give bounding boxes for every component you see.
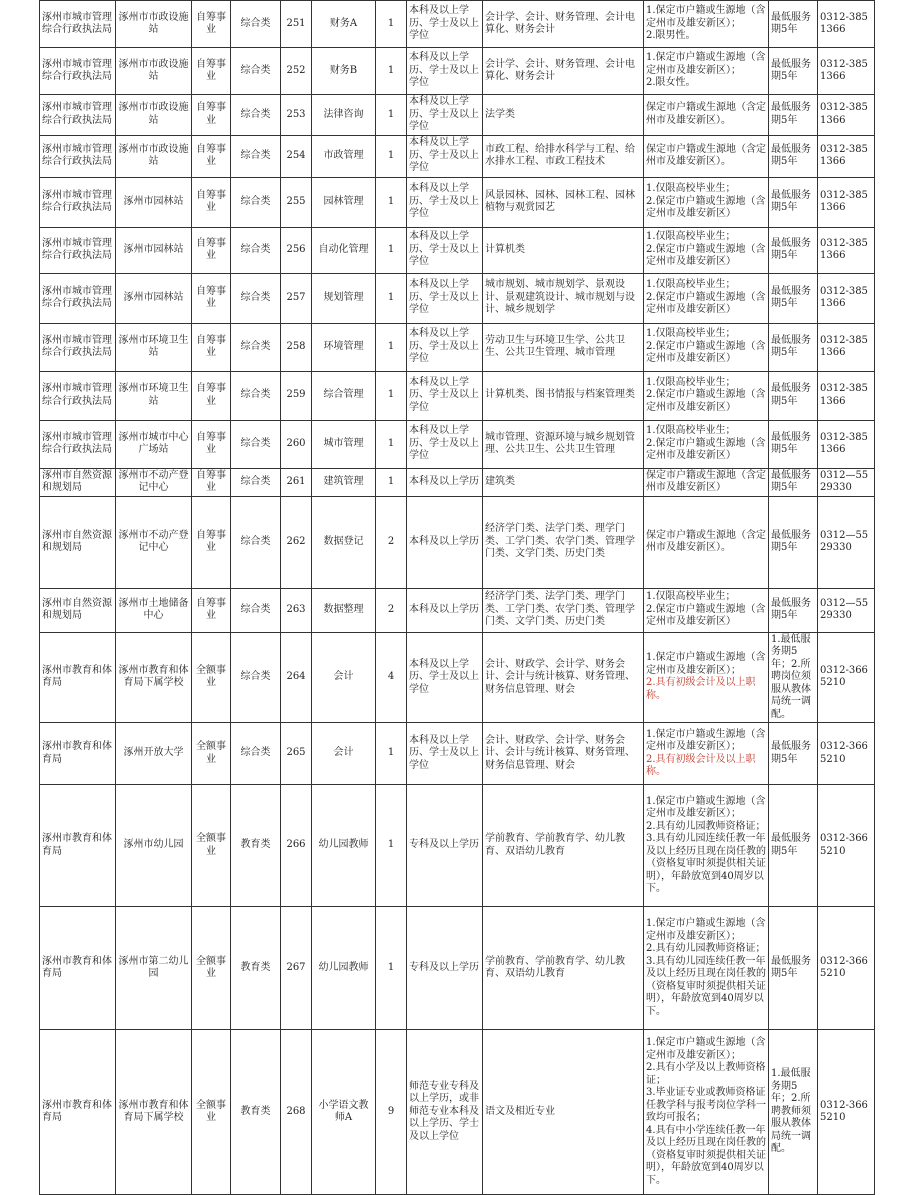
- nature-cell: 自筹事业: [192, 177, 231, 227]
- department-cell: 涿州市城市管理综合行政执法局: [40, 1, 116, 48]
- education-cell: 本科及以上学历、学士及以上学位: [407, 723, 483, 785]
- major-cell: 学前教育、学前教育学、幼儿教育、双语幼儿教育: [483, 907, 644, 1030]
- category-cell: 综合类: [231, 496, 281, 588]
- education-cell: 本科及以上学历、学士及以上学位: [407, 420, 483, 468]
- major-cell: 城市规划、城市规划学、景观设计、景观建筑设计、城市规划与设计、城乡规划学: [483, 273, 644, 323]
- condition-line: 保定市户籍或生源地（含定州市及雄安新区）。: [646, 529, 766, 553]
- department-cell: 涿州市自然资源和规划局: [40, 588, 116, 632]
- phone-cell: 0312—5529330: [818, 468, 875, 496]
- conditions-cell: [644, 785, 769, 907]
- position-code-cell: 258: [281, 323, 312, 371]
- education-cell: 本科及以上学历、学士及以上学位: [407, 227, 483, 273]
- condition-line: 1.保定市户籍或生源地（含定州市及雄安新区）；: [646, 795, 766, 819]
- education-cell: 专科及以上学历: [407, 785, 483, 907]
- position-name-cell: 会计: [312, 723, 376, 785]
- department-cell: 涿州市教育和体育局: [40, 907, 116, 1030]
- condition-line: 1.保定市户籍或生源地（含定州市及雄安新区）；: [646, 652, 766, 676]
- category-cell: 综合类: [231, 632, 281, 723]
- education-cell: 本科及以上学历、学士及以上学位: [407, 273, 483, 323]
- phone-cell: 0312-3851366: [818, 273, 875, 323]
- department-cell: 涿州市城市管理综合行政执法局: [40, 371, 116, 420]
- condition-line: 2.具有初级会计及以上职称。: [646, 677, 756, 701]
- table-row: [40, 468, 875, 496]
- position-name-cell: 财务B: [312, 48, 376, 95]
- department-cell: 涿州市城市管理综合行政执法局: [40, 323, 116, 371]
- position-code-cell: 257: [281, 273, 312, 323]
- phone-cell: 0312-3851366: [818, 323, 875, 371]
- table-body: [40, 1, 875, 1195]
- condition-line: 2.具有幼儿园教师资格证；: [646, 943, 766, 954]
- position-name-cell: 市政管理: [312, 135, 376, 177]
- position-code-cell: 267: [281, 907, 312, 1030]
- table-row: [40, 323, 875, 371]
- education-cell: 专科及以上学历: [407, 907, 483, 1030]
- phone-cell: 0312—5529330: [818, 496, 875, 588]
- position-code-cell: 261: [281, 468, 312, 496]
- condition-line: 2.保定市户籍或生源地（含定州市及雄安新区）: [646, 243, 766, 268]
- recruitment-table: [39, 0, 875, 1195]
- service-term-cell: 最低服务期5年: [769, 588, 818, 632]
- nature-cell: 全额事业: [192, 907, 231, 1030]
- category-cell: 综合类: [231, 420, 281, 468]
- service-term-cell: 最低服务期5年: [769, 907, 818, 1030]
- condition-line: 4.具有中小学连续任教一年及以上经历且现在岗任教的（资格复审时须提供相关证明），年龄放宽到40周岁以下。: [646, 1124, 766, 1186]
- nature-cell: 自筹事业: [192, 1, 231, 48]
- phone-cell: 0312-3851366: [818, 48, 875, 95]
- headcount-cell: 2: [376, 496, 407, 588]
- headcount-cell: 1: [376, 1, 407, 48]
- department-cell: 涿州市城市管理综合行政执法局: [40, 95, 116, 136]
- headcount-cell: 1: [376, 323, 407, 371]
- unit-cell: 涿州市市政设施站: [116, 48, 192, 95]
- condition-line: 1.保定市户籍或生源地（含定州市及雄安新区）；: [646, 5, 766, 29]
- service-term-cell: 最低服务期5年: [769, 273, 818, 323]
- conditions-cell: [644, 420, 769, 468]
- education-cell: 本科及以上学历、学士及以上学位: [407, 135, 483, 177]
- conditions-cell: [644, 588, 769, 632]
- service-term-cell: 1.最低服务期5年；2.所聘岗位须服从教体局统一调配。: [769, 632, 818, 723]
- table-row: [40, 496, 875, 588]
- position-code-cell: 260: [281, 420, 312, 468]
- phone-cell: 0312-3851366: [818, 177, 875, 227]
- table-row: [40, 48, 875, 95]
- condition-line: 保定市户籍或生源地（含定州市及雄安新区）。: [646, 102, 766, 126]
- phone-cell: 0312-3851366: [818, 135, 875, 177]
- table-row: [40, 371, 875, 420]
- position-name-cell: 幼儿园教师: [312, 785, 376, 907]
- category-cell: 综合类: [231, 323, 281, 371]
- position-name-cell: 自动化管理: [312, 227, 376, 273]
- condition-line: 1.仅限高校毕业生；: [646, 591, 736, 603]
- condition-line: 1.保定市户籍或生源地（含定州市及雄安新区）；: [646, 728, 766, 752]
- major-cell: 市政工程、给排水科学与工程、给水排水工程、市政工程技术: [483, 135, 644, 177]
- category-cell: 教育类: [231, 907, 281, 1030]
- phone-cell: 0312—5529330: [818, 588, 875, 632]
- condition-line: 2.保定市户籍或生源地（含定州市及雄安新区）: [646, 340, 766, 365]
- phone-cell: 0312-3851366: [818, 420, 875, 468]
- conditions-cell: [644, 1, 769, 48]
- major-cell: 会计学、会计、财务管理、会计电算化、财务会计: [483, 1, 644, 48]
- headcount-cell: 1: [376, 723, 407, 785]
- condition-line: 1.仅限高校毕业生；: [646, 183, 736, 195]
- condition-line: 2.保定市户籍或生源地（含定州市及雄安新区）: [646, 389, 766, 413]
- position-name-cell: 城市管理: [312, 420, 376, 468]
- table-row: [40, 785, 875, 907]
- phone-cell: 0312-3665210: [818, 1030, 875, 1195]
- unit-cell: 涿州市教育和体育局下属学校: [116, 1030, 192, 1195]
- headcount-cell: 1: [376, 273, 407, 323]
- service-term-cell: 最低服务期5年: [769, 177, 818, 227]
- service-term-cell: 最低服务期5年: [769, 323, 818, 371]
- category-cell: 综合类: [231, 1, 281, 48]
- nature-cell: 全额事业: [192, 785, 231, 907]
- unit-cell: 涿州市不动产登记中心: [116, 468, 192, 496]
- department-cell: 涿州市自然资源和规划局: [40, 496, 116, 588]
- education-cell: 本科及以上学历: [407, 468, 483, 496]
- conditions-cell: [644, 177, 769, 227]
- position-code-cell: 256: [281, 227, 312, 273]
- condition-line: 1.仅限高校毕业生；: [646, 425, 736, 437]
- nature-cell: 全额事业: [192, 632, 231, 723]
- headcount-cell: 4: [376, 632, 407, 723]
- conditions-cell: [644, 323, 769, 371]
- headcount-cell: 2: [376, 588, 407, 632]
- major-cell: 建筑类: [483, 468, 644, 496]
- service-term-cell: 1.最低服务期5年；2.所聘教师须服从教体局统一调配。: [769, 1030, 818, 1195]
- condition-line: 2.保定市户籍或生源地（含定州市及雄安新区）: [646, 195, 766, 220]
- condition-line: 2.保定市户籍或生源地（含定州市及雄安新区）: [646, 437, 766, 462]
- position-code-cell: 254: [281, 135, 312, 177]
- department-cell: 涿州市城市管理综合行政执法局: [40, 177, 116, 227]
- headcount-cell: 1: [376, 785, 407, 907]
- category-cell: 综合类: [231, 177, 281, 227]
- phone-cell: 0312-3851366: [818, 227, 875, 273]
- condition-line: 2.具有小学及以上教师资格证；: [646, 1062, 766, 1086]
- position-code-cell: 264: [281, 632, 312, 723]
- position-code-cell: 268: [281, 1030, 312, 1195]
- category-cell: 综合类: [231, 95, 281, 136]
- service-term-cell: 最低服务期5年: [769, 723, 818, 785]
- nature-cell: 全额事业: [192, 723, 231, 785]
- position-code-cell: 262: [281, 496, 312, 588]
- unit-cell: 涿州市环境卫生站: [116, 371, 192, 420]
- department-cell: 涿州市城市管理综合行政执法局: [40, 135, 116, 177]
- department-cell: 涿州市教育和体育局: [40, 785, 116, 907]
- position-code-cell: 251: [281, 1, 312, 48]
- conditions-cell: [644, 227, 769, 273]
- education-cell: 师范专业专科及以上学历，或非师范专业本科及以上学历、学士及以上学位: [407, 1030, 483, 1195]
- conditions-cell: [644, 95, 769, 136]
- nature-cell: 全额事业: [192, 1030, 231, 1195]
- service-term-cell: 最低服务期5年: [769, 1, 818, 48]
- education-cell: 本科及以上学历、学士及以上学位: [407, 371, 483, 420]
- conditions-cell: [644, 1030, 769, 1195]
- unit-cell: 涿州市环境卫生站: [116, 323, 192, 371]
- condition-line: 保定市户籍或生源地（含定州市及雄安新区）。: [646, 143, 766, 167]
- unit-cell: 涿州市市政设施站: [116, 95, 192, 136]
- position-name-cell: 数据整理: [312, 588, 376, 632]
- headcount-cell: 1: [376, 468, 407, 496]
- service-term-cell: 最低服务期5年: [769, 48, 818, 95]
- service-term-cell: 最低服务期5年: [769, 468, 818, 496]
- table-row: [40, 1, 875, 48]
- condition-line: 1.仅限高校毕业生；: [646, 328, 736, 340]
- service-term-cell: 最低服务期5年: [769, 496, 818, 588]
- phone-cell: 0312-3665210: [818, 785, 875, 907]
- service-term-cell: 最低服务期5年: [769, 95, 818, 136]
- category-cell: 综合类: [231, 135, 281, 177]
- department-cell: 涿州市城市管理综合行政执法局: [40, 48, 116, 95]
- nature-cell: 自筹事业: [192, 95, 231, 136]
- position-code-cell: 263: [281, 588, 312, 632]
- position-code-cell: 252: [281, 48, 312, 95]
- unit-cell: 涿州市第二幼儿园: [116, 907, 192, 1030]
- table-row: [40, 588, 875, 632]
- department-cell: 涿州市教育和体育局: [40, 723, 116, 785]
- conditions-cell: [644, 371, 769, 420]
- department-cell: 涿州市自然资源和规划局: [40, 468, 116, 496]
- department-cell: 涿州市教育和体育局: [40, 632, 116, 723]
- unit-cell: 涿州市园林站: [116, 227, 192, 273]
- position-name-cell: 环境管理: [312, 323, 376, 371]
- phone-cell: 0312-3851366: [818, 95, 875, 136]
- nature-cell: 自筹事业: [192, 496, 231, 588]
- major-cell: 劳动卫生与环境卫生学、公共卫生、公共卫生管理、城市管理: [483, 323, 644, 371]
- category-cell: 综合类: [231, 48, 281, 95]
- position-code-cell: 253: [281, 95, 312, 136]
- department-cell: 涿州市城市管理综合行政执法局: [40, 420, 116, 468]
- category-cell: 综合类: [231, 588, 281, 632]
- category-cell: 教育类: [231, 1030, 281, 1195]
- position-code-cell: 266: [281, 785, 312, 907]
- conditions-cell: [644, 468, 769, 496]
- major-cell: 法学类: [483, 95, 644, 136]
- phone-cell: 0312-3665210: [818, 907, 875, 1030]
- major-cell: 语文及相近专业: [483, 1030, 644, 1195]
- condition-line: 3.毕业证专业或教师资格证任教学科与报考岗位学科一致均可报名；: [646, 1087, 766, 1123]
- condition-line: 2.具有幼儿园教师资格证；: [646, 820, 766, 832]
- major-cell: 风景园林、园林、园林工程、园林植物与观赏园艺: [483, 177, 644, 227]
- major-cell: 会计、财政学、会计学、财务会计、会计与统计核算、财务管理、财务信息管理、财会: [483, 723, 644, 785]
- table-row: [40, 273, 875, 323]
- service-term-cell: 最低服务期5年: [769, 371, 818, 420]
- category-cell: 综合类: [231, 273, 281, 323]
- nature-cell: 自筹事业: [192, 468, 231, 496]
- service-term-cell: 最低服务期5年: [769, 785, 818, 907]
- headcount-cell: 1: [376, 420, 407, 468]
- position-name-cell: 数据登记: [312, 496, 376, 588]
- condition-line: 1.保定市户籍或生源地（含定州市及雄安新区）；: [646, 1037, 766, 1061]
- condition-line: 1.仅限高校毕业生；: [646, 376, 736, 388]
- phone-cell: 0312-3665210: [818, 632, 875, 723]
- unit-cell: 涿州市土地储备中心: [116, 588, 192, 632]
- nature-cell: 自筹事业: [192, 323, 231, 371]
- position-name-cell: 综合管理: [312, 371, 376, 420]
- nature-cell: 自筹事业: [192, 273, 231, 323]
- position-code-cell: 265: [281, 723, 312, 785]
- major-cell: 计算机类: [483, 227, 644, 273]
- headcount-cell: 9: [376, 1030, 407, 1195]
- category-cell: 综合类: [231, 227, 281, 273]
- table-row: [40, 135, 875, 177]
- major-cell: 会计、财政学、会计学、财务会计、会计与统计核算、财务管理、财务信息管理、财会: [483, 632, 644, 723]
- position-name-cell: 财务A: [312, 1, 376, 48]
- table-row: [40, 632, 875, 723]
- department-cell: 涿州市城市管理综合行政执法局: [40, 273, 116, 323]
- major-cell: 学前教育、学前教育学、幼儿教育、双语幼儿教育: [483, 785, 644, 907]
- position-name-cell: 建筑管理: [312, 468, 376, 496]
- table-row: [40, 177, 875, 227]
- condition-line: 2.限女性。: [646, 77, 696, 89]
- table-row: [40, 723, 875, 785]
- table-row: [40, 907, 875, 1030]
- service-term-cell: 最低服务期5年: [769, 135, 818, 177]
- department-cell: 涿州市教育和体育局: [40, 1030, 116, 1195]
- nature-cell: 自筹事业: [192, 48, 231, 95]
- position-code-cell: 259: [281, 371, 312, 420]
- phone-cell: 0312-3851366: [818, 1, 875, 48]
- condition-line: 3.具有幼儿园连续任教一年及以上经历且现在岗任教的（资格复审时须提供相关证明），年龄放宽到40周岁以下。: [646, 833, 766, 894]
- category-cell: 综合类: [231, 371, 281, 420]
- nature-cell: 自筹事业: [192, 135, 231, 177]
- conditions-cell: [644, 48, 769, 95]
- unit-cell: 涿州市城市中心广场站: [116, 420, 192, 468]
- position-name-cell: 法律咨询: [312, 95, 376, 136]
- major-cell: 城市管理、资源环境与城乡规划管理、公共卫生、公共卫生管理: [483, 420, 644, 468]
- nature-cell: 自筹事业: [192, 227, 231, 273]
- education-cell: 本科及以上学历: [407, 496, 483, 588]
- position-name-cell: 小学语文教师A: [312, 1030, 376, 1195]
- headcount-cell: 1: [376, 227, 407, 273]
- education-cell: 本科及以上学历: [407, 588, 483, 632]
- condition-line: 1.仅限高校毕业生；: [646, 231, 736, 243]
- category-cell: 教育类: [231, 785, 281, 907]
- conditions-cell: [644, 135, 769, 177]
- headcount-cell: 1: [376, 907, 407, 1030]
- education-cell: 本科及以上学历、学士及以上学位: [407, 95, 483, 136]
- category-cell: 综合类: [231, 723, 281, 785]
- position-name-cell: 规划管理: [312, 273, 376, 323]
- education-cell: 本科及以上学历、学士及以上学位: [407, 177, 483, 227]
- nature-cell: 自筹事业: [192, 420, 231, 468]
- phone-cell: 0312-3665210: [818, 723, 875, 785]
- condition-line: 1.保定市户籍或生源地（含定州市及雄安新区）；: [646, 52, 766, 76]
- position-name-cell: 幼儿园教师: [312, 907, 376, 1030]
- unit-cell: 涿州市园林站: [116, 273, 192, 323]
- education-cell: 本科及以上学历、学士及以上学位: [407, 323, 483, 371]
- table-row: [40, 227, 875, 273]
- unit-cell: 涿州市园林站: [116, 177, 192, 227]
- headcount-cell: 1: [376, 135, 407, 177]
- conditions-cell: [644, 907, 769, 1030]
- condition-line: 2.保定市户籍或生源地（含定州市及雄安新区）: [646, 603, 766, 628]
- conditions-cell: [644, 273, 769, 323]
- education-cell: 本科及以上学历、学士及以上学位: [407, 1, 483, 48]
- major-cell: 经济学门类、法学门类、理学门类、工学门类、农学门类、管理学门类、文学门类、历史门类: [483, 588, 644, 632]
- unit-cell: 涿州市教育和体育局下属学校: [116, 632, 192, 723]
- headcount-cell: 1: [376, 177, 407, 227]
- phone-cell: 0312-3851366: [818, 371, 875, 420]
- service-term-cell: 最低服务期5年: [769, 420, 818, 468]
- position-name-cell: 园林管理: [312, 177, 376, 227]
- headcount-cell: 1: [376, 371, 407, 420]
- unit-cell: 涿州市市政设施站: [116, 135, 192, 177]
- condition-line: 2.具有初级会计及以上职称。: [646, 753, 756, 777]
- position-code-cell: 255: [281, 177, 312, 227]
- education-cell: 本科及以上学历、学士及以上学位: [407, 48, 483, 95]
- table-row: [40, 420, 875, 468]
- unit-cell: 涿州市不动产登记中心: [116, 496, 192, 588]
- unit-cell: 涿州市幼儿园: [116, 785, 192, 907]
- unit-cell: 涿州开放大学: [116, 723, 192, 785]
- position-name-cell: 会计: [312, 632, 376, 723]
- education-cell: 本科及以上学历、学士及以上学位: [407, 632, 483, 723]
- conditions-cell: [644, 723, 769, 785]
- category-cell: 综合类: [231, 468, 281, 496]
- conditions-cell: [644, 496, 769, 588]
- condition-line: 2.限男性。: [646, 30, 696, 42]
- department-cell: 涿州市城市管理综合行政执法局: [40, 227, 116, 273]
- unit-cell: 涿州市市政设施站: [116, 1, 192, 48]
- service-term-cell: 最低服务期5年: [769, 227, 818, 273]
- table-row: [40, 95, 875, 136]
- nature-cell: 自筹事业: [192, 371, 231, 420]
- headcount-cell: 1: [376, 95, 407, 136]
- conditions-cell: [644, 632, 769, 723]
- nature-cell: 自筹事业: [192, 588, 231, 632]
- condition-line: 保定市户籍或生源地（含定州市及雄安新区）: [646, 469, 766, 493]
- major-cell: 会计学、会计、财务管理、会计电算化、财务会计: [483, 48, 644, 95]
- condition-line: 2.保定市户籍或生源地（含定州市及雄安新区）: [646, 291, 766, 316]
- headcount-cell: 1: [376, 48, 407, 95]
- condition-line: 1.仅限高校毕业生；: [646, 279, 736, 291]
- condition-line: 3.具有幼儿园连续任教一年及以上经历且现在岗任教的（资格复审时须提供相关证明），年龄放宽到40周岁以下。: [646, 955, 766, 1017]
- major-cell: 经济学门类、法学门类、理学门类、工学门类、农学门类、管理学门类、文学门类、历史门类: [483, 496, 644, 588]
- major-cell: 计算机类、图书情报与档案管理类: [483, 371, 644, 420]
- table-row: [40, 1030, 875, 1195]
- condition-line: 1.保定市户籍或生源地（含定州市及雄安新区）；: [646, 918, 766, 942]
